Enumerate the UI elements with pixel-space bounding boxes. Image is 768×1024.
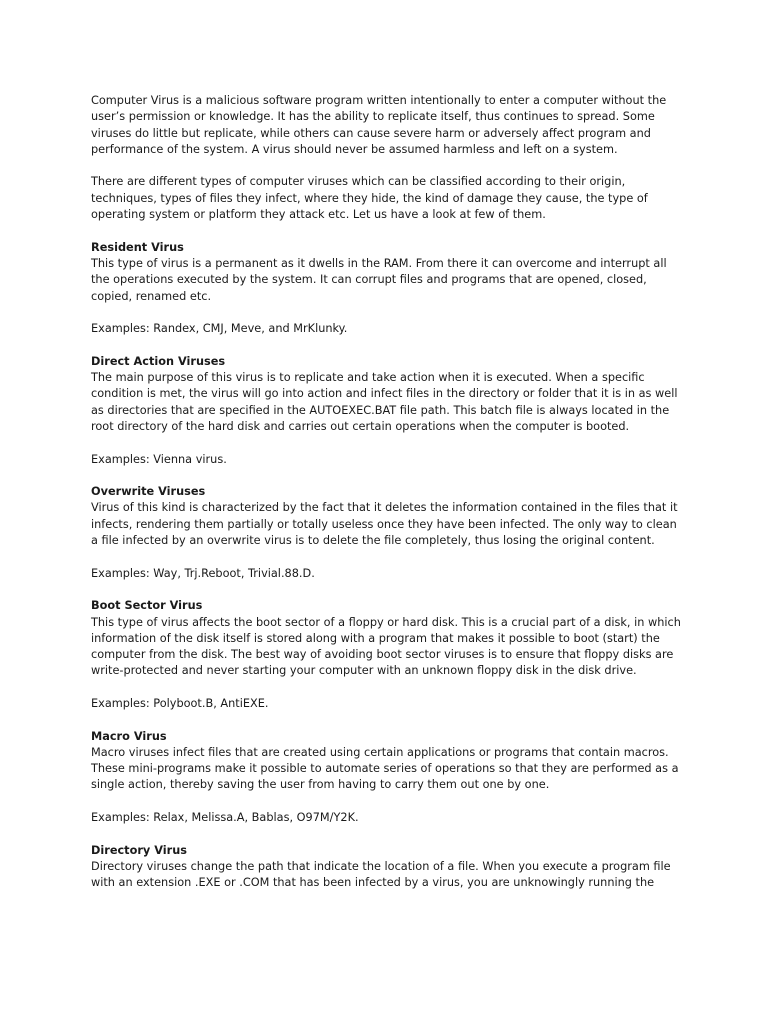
section-heading: Resident Virus [91,240,184,254]
section-direct-action-viruses [91,354,681,468]
section-body: This type of virus is a permanent as it dwells in the RAM. From there it can overcome and interrupt all the operations executed by the system. It can corrupt files and programs that are opened, closed, copied, renamed etc. [91,256,667,303]
document-page [91,93,681,908]
section-macro-virus [91,729,681,827]
section-examples: Examples: Polyboot.B, AntiEXE. [91,696,269,710]
section-examples: Examples: Vienna virus. [91,452,227,466]
section-examples: Examples: Way, Trj.Reboot, Trivial.88.D. [91,566,315,580]
section-boot-sector-virus [91,598,681,712]
intro-paragraph-1: Computer Virus is a malicious software program written intentionally to enter a computer without the user’s permission or knowledge. It has the ability to replicate itself, thus continues to spread. Some viruses do little but replicate, while others can cause severe harm or adversely affect program and performance of the system. A virus should never be assumed harmless and left on a system. [91,94,667,156]
section-directory-virus [91,843,681,892]
section-examples: Examples: Randex, CMJ, Meve, and MrKlunky. [91,322,348,336]
section-resident-virus [91,240,681,338]
section-heading: Overwrite Viruses [91,485,206,499]
section-body: Directory viruses change the path that indicate the location of a file. When you execute a program file with an extension .EXE or .COM that has been infected by a virus, you are unknowingly running the [91,859,671,890]
section-body: This type of virus affects the boot sector of a floppy or hard disk. This is a crucial part of a disk, in which information of the disk itself is stored along with a program that makes it possible to boot (start) the computer from the disk. The best way of avoiding boot sector viruses is to ensure that floppy disks are write-protected and never starting your computer with an unknown floppy disk in the disk drive. [91,615,681,678]
section-body: The main purpose of this virus is to replicate and take action when it is executed. When a specific condition is met, the virus will go into action and infect files in the directory or folder that it is in as well as directories that are specified in the AUTOEXEC.BAT file path. This batch file is always located in the root directory of the hard disk and carries out certain operations when the computer is booted. [91,371,678,433]
section-body: Macro viruses infect files that are created using certain applications or programs that contain macros. These mini-programs make it possible to automate series of operations so that they are performed as a single action, thereby saving the user from having to carry them out one by one. [91,745,679,792]
section-body: Virus of this kind is characterized by the fact that it deletes the information contained in the files that it infects, rendering them partially or totally useless once they have been infected. The only way to clean a file infected by an overwrite virus is to delete the file completely, thus losing the original content. [91,501,678,548]
section-heading: Directory Virus [91,843,187,857]
intro-paragraph-2: There are different types of computer viruses which can be classified according to their origin, techniques, types of files they infect, where they hide, the kind of damage they cause, the type of operating system or platform they attack etc. Let us have a look at few of them. [91,175,648,222]
section-heading: Direct Action Viruses [91,354,226,368]
section-heading: Boot Sector Virus [91,599,203,613]
section-heading: Macro Virus [91,729,167,743]
section-overwrite-viruses [91,484,681,582]
section-examples: Examples: Relax, Melissa.A, Bablas, O97M/Y2K. [91,811,359,825]
